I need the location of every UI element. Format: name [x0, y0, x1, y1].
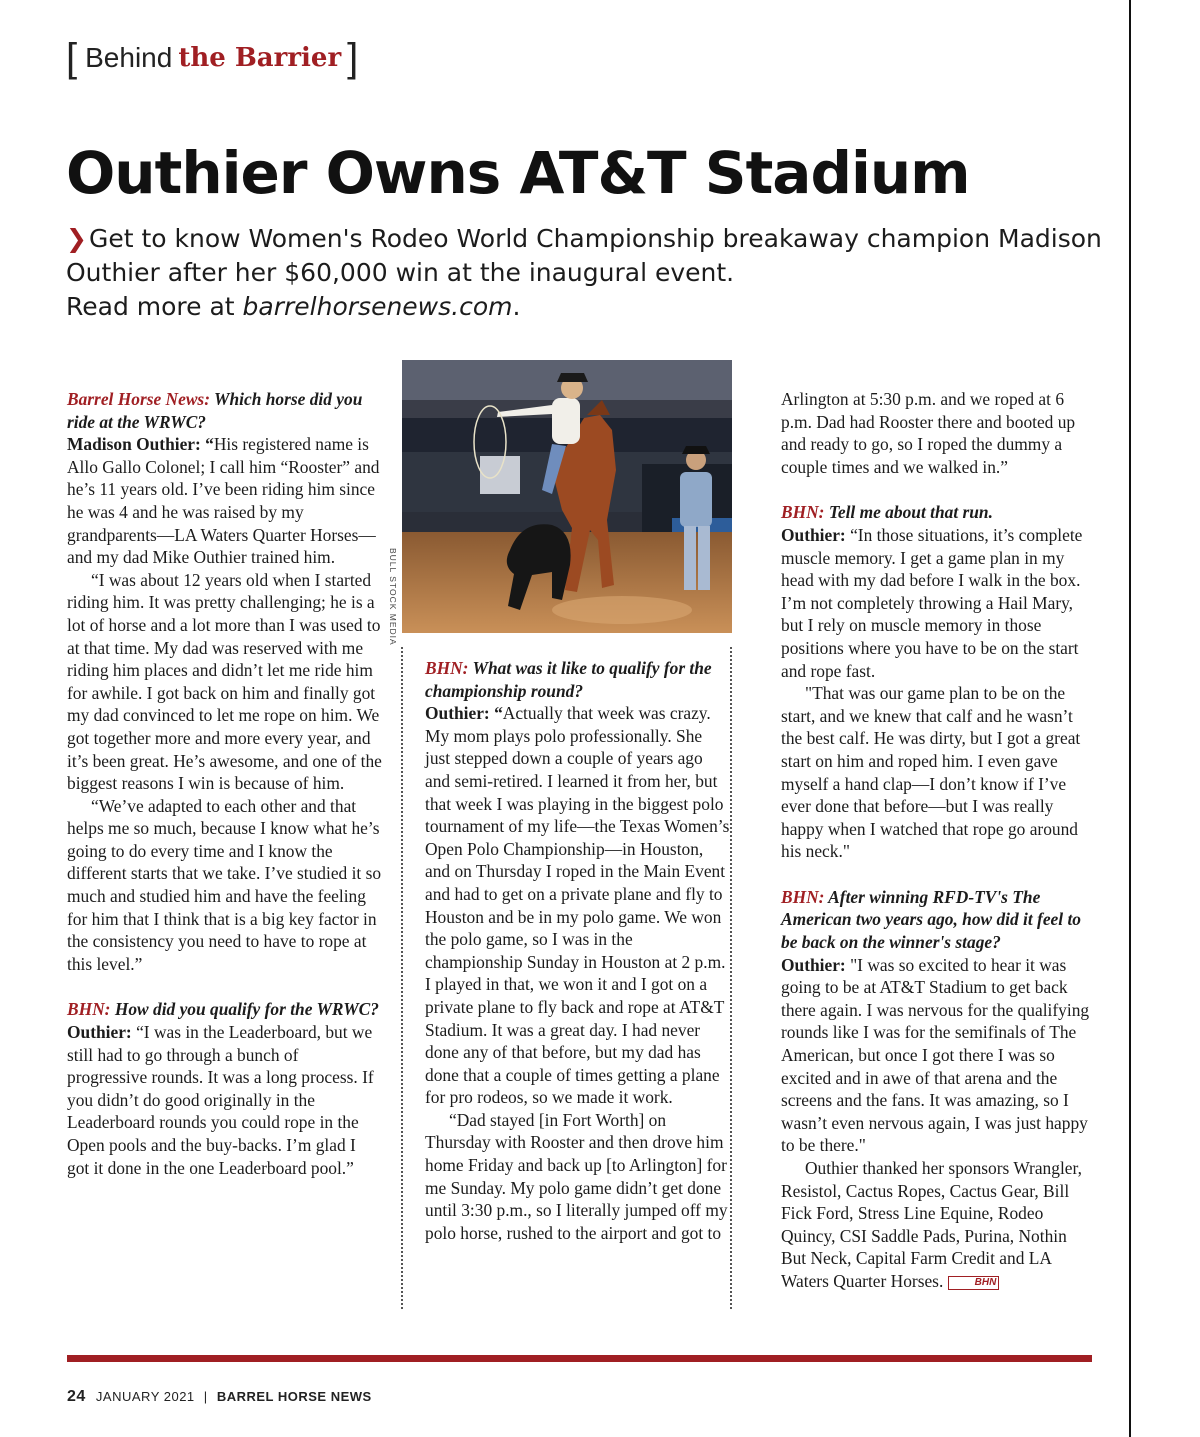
answer-5-speaker: Outhier: — [781, 954, 846, 975]
footer-rule — [67, 1355, 1092, 1362]
section-tag-prefix: Behind — [85, 42, 173, 73]
closing-text: Outhier thanked her sponsors Wrangler, Resistol, Cactus Ropes, Cactus Gear, Bill Fick Ford, Stress Line Equine, Rodeo Quincy, CSI Saddle Pads, Purina, Nothin But Neck, Capital Farm Credit and LA Waters Quarter Horses. — [781, 1158, 1082, 1291]
bracket-right: ] — [347, 36, 359, 80]
article-column-2 — [401, 647, 732, 1309]
rodeo-photo — [402, 360, 732, 633]
question-5-asker: BHN: — [781, 886, 825, 907]
answer-1-text: His registered name is Allo Gallo Colonel; I call him “Rooster” and he’s 11 years old. I’ve been riding him since he was 4 and he was raised by my grandparents—LA Waters Quarter Horses— and my dad Mike Outhier trained him. — [67, 434, 380, 568]
question-4-text: Tell me about that run. — [824, 502, 993, 523]
answer-3-speaker: Outhier: “ — [425, 703, 503, 724]
question-4 — [781, 501, 1096, 524]
question-3 — [425, 657, 730, 702]
page-footer — [67, 1388, 372, 1406]
answer-2-text: “I was in the Leaderboard, but we still had to go through a bunch of progressive rounds. It was a long process. If you didn’t do good originally in the Leaderboard rounds you could rope in the Open pools and the buy-backs. I’m glad I got it done in the one Leaderboard pool.” — [67, 1022, 374, 1178]
question-2 — [67, 998, 382, 1021]
answer-1-speaker: Madison Outhier: “ — [67, 434, 214, 455]
question-4-asker: BHN: — [781, 502, 825, 523]
question-2-text: How did you qualify for the WRWC? — [110, 999, 379, 1020]
end-mark-logo: BHN — [948, 1276, 1000, 1290]
issue-date: JANUARY 2021 — [95, 1389, 195, 1404]
answer-4-paragraph-2: "That was our game plan to be on the start, and we knew that calf and he wasn’t the best calf. He was dirty, but I got a great start on him and roped him. I even gave myself a hand clap—I don’t know if I’ve ever done that before—but I was really happy when I watched that rope go around his neck." — [781, 683, 1081, 862]
answer-5-text: "I was so excited to hear it was going to be at AT&T Stadium to get back there again. I was nervous for the qualifying rounds like I was for the semifinals of The American, but once I got there I was so excited and in awe of that arena and the screens and the fans. It was amazing, so I wasn’t even nervous again, I was just happy to be there." — [781, 954, 1090, 1156]
section-tag-accent: the Barrier — [178, 43, 342, 73]
article-column-1 — [67, 388, 382, 1179]
question-5-text: After winning RFD-TV's The American two years ago, how did it feel to be back on the winner's stage? — [781, 886, 1081, 953]
article-column-3 — [781, 388, 1096, 1293]
footer-separator: | — [203, 1389, 208, 1404]
answer-1-paragraph-3: “We’ve adapted to each other and that helps me so much, because I know what he’s going to do every time and I know the different starts that we take. I’ve studied it so much and studied him and have the feeling for him that I think that is a big key factor in the consistency you need to have to rope at this level.” — [67, 795, 382, 974]
question-1 — [67, 388, 382, 433]
answer-4-speaker: Outhier: — [781, 524, 846, 545]
headline: Outhier Owns AT&T Stadium — [66, 139, 970, 207]
photo-credit: BULL STOCK MEDIA — [388, 548, 398, 646]
answer-3-paragraph-2: “Dad stayed [in Fort Worth] on Thursday with Rooster and then drove him home Friday and back up [to Arlington] for me Sunday. My polo game didn’t get done until 3:30 p.m., so I literally jumped off my polo horse, rushed to the airport and got to — [425, 1109, 728, 1243]
deck-end: . — [512, 292, 521, 321]
section-tag — [66, 38, 358, 78]
chevron-right-icon: ❯ — [66, 224, 87, 253]
question-3-text: What was it like to qualify for the championship round? — [425, 658, 712, 701]
deck-text: Get to know Women's Rodeo World Championship breakaway champion Madison Outhier after her $60,000 win at the inaugural event. — [66, 224, 1102, 287]
publication-name: BARREL HORSE NEWS — [216, 1389, 372, 1404]
deck-url-link[interactable]: barrelhorsenews.com — [242, 292, 513, 321]
answer-4 — [781, 524, 1096, 682]
question-1-text: Which horse did you ride at the WRWC? — [67, 389, 363, 432]
answer-4-text: “In those situations, it’s complete muscle memory. I get a game plan in my head with my dad before I walk in the box. I’m not completely throwing a Hail Mary, but I rely on muscle memory in those positions where you have to be on the start and rope fast. — [781, 524, 1083, 681]
deck-read-more: Read more at — [66, 292, 243, 321]
question-1-asker: Barrel Horse News: — [67, 389, 210, 409]
answer-3-continued: Arlington at 5:30 p.m. and we roped at 6 p.m. Dad had Rooster there and booted up and ready to go, so I roped the dummy a couple times and we walked in.” — [781, 389, 1076, 477]
answer-1-paragraph-2: “I was about 12 years old when I started riding him. It was pretty challenging; he is a lot of horse and a lot more than I was used to at that time. My dad was reserved with me riding him places and didn’t let me ride him for awhile. I got back on him and finally got my dad convinced to let me rope on him. We got together more and more every year, and it’s been great. He’s awesome, and one of the biggest reasons I win is because of him. — [67, 569, 382, 794]
rodeo-photo-image — [402, 360, 732, 633]
answer-3-text: Actually that week was crazy. My mom plays polo professionally. She just stepped down a couple of years ago and semi-retired. I learned it from her, but that week I was playing in the biggest polo tournament of my life—the Texas Women’s Open Polo Championship—in Houston, and on Thursday I roped in the Main Event and had to get on a private plane and fly to Houston and be in my polo game. We won the polo game, so I was in the championship Sunday in Houston at 2 p.m. I played in that, we won it and I got on a private plane to fly back and rope at AT&T Stadium. It was a great day. I had never done any of that before, but my dad has done that a couple of times getting a plane for pro rodeos, so we made it work. — [425, 703, 730, 1108]
page-number: 24 — [67, 1388, 86, 1405]
bracket-left: [ — [66, 36, 78, 80]
page-edge-line — [1129, 0, 1131, 1437]
question-5 — [781, 886, 1096, 954]
answer-2-speaker: Outhier: — [67, 1022, 132, 1043]
answer-5 — [781, 954, 1096, 1157]
answer-3 — [425, 702, 730, 1109]
closing-paragraph — [781, 1157, 1096, 1293]
answer-2 — [67, 1021, 382, 1179]
deck — [66, 222, 1106, 324]
question-2-asker: BHN: — [67, 999, 111, 1020]
question-3-asker: BHN: — [425, 658, 469, 678]
answer-1 — [67, 433, 382, 569]
